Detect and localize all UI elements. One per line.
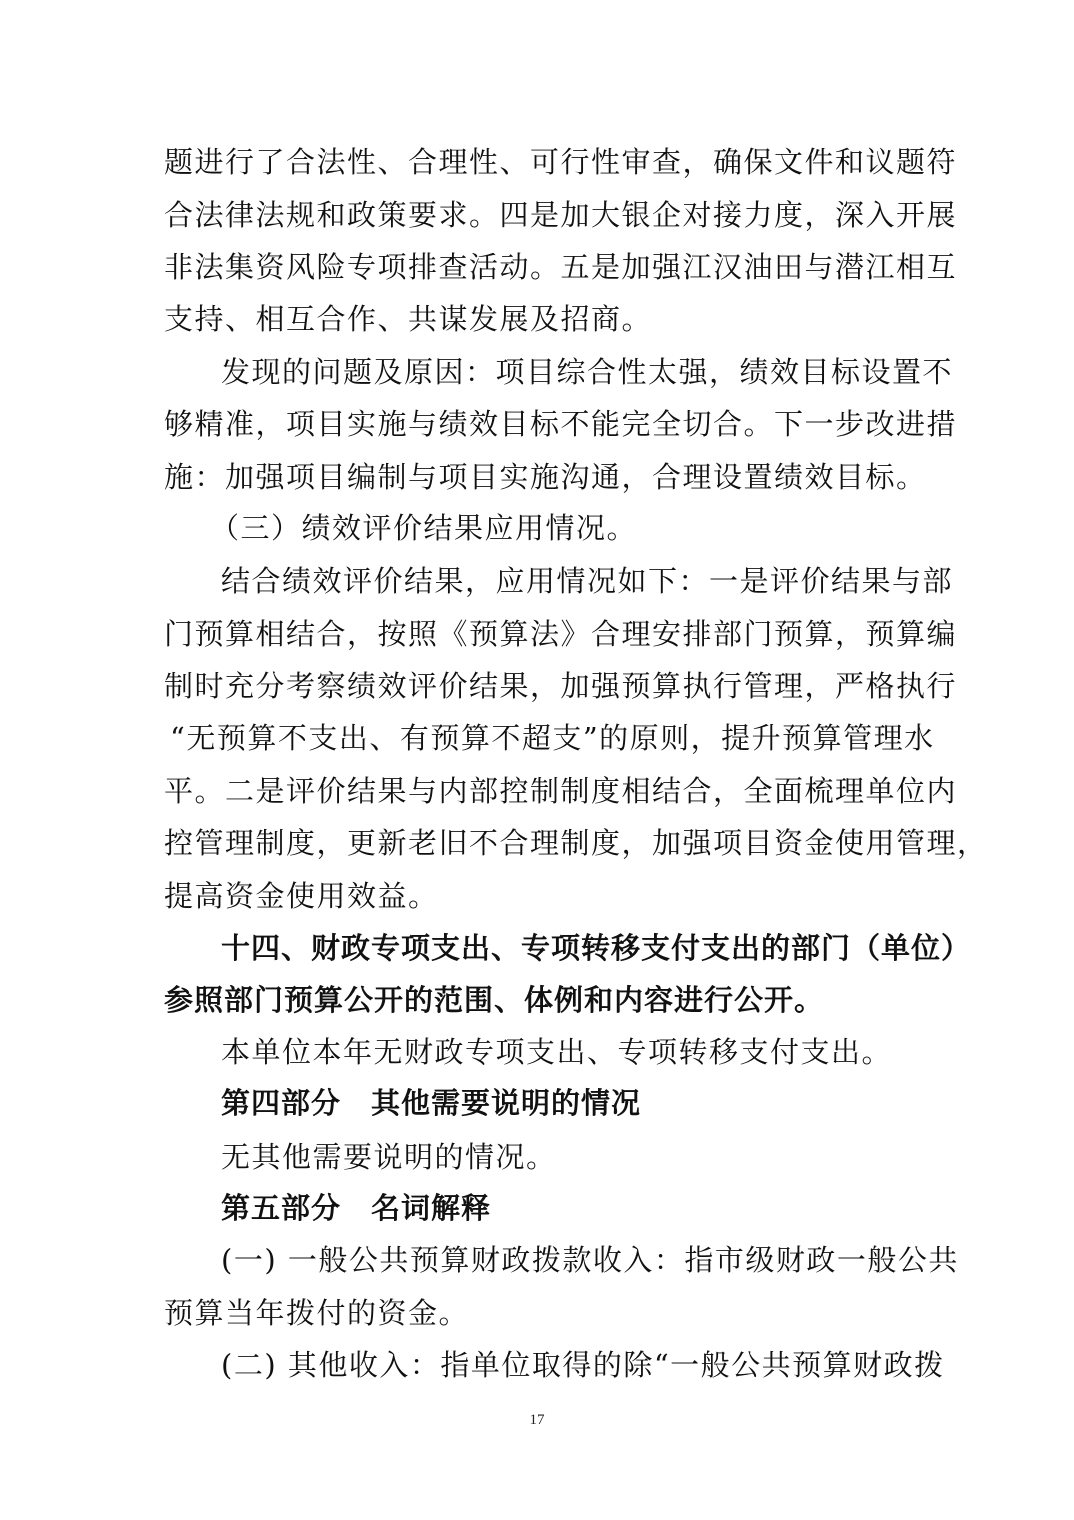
paragraph-line: 平。二是评价结果与内部控制制度相结合，全面梳理单位内	[164, 774, 958, 808]
paragraph-line: 非法集资风险专项排查活动。五是加强江汉油田与潜江相互	[164, 250, 958, 284]
paragraph-line: 题进行了合法性、合理性、可行性审查，确保文件和议题符	[164, 145, 958, 179]
definition-line: (二) 其他收入：指单位取得的除“一般公共预算财政拨	[221, 1348, 945, 1382]
section-heading-bold: 参照部门预算公开的范围、体例和内容进行公开。	[164, 983, 825, 1017]
paragraph-line: 够精准，项目实施与绩效目标不能完全切合。下一步改进措	[164, 407, 958, 441]
paragraph-line: 合法律法规和政策要求。四是加大银企对接力度，深入开展	[164, 198, 958, 232]
paragraph-line: 施：加强项目编制与项目实施沟通，合理设置绩效目标。	[164, 460, 927, 494]
paragraph-line: 提高资金使用效益。	[164, 879, 439, 913]
part-heading: 第五部分 名词解释	[221, 1191, 492, 1225]
paragraph-line: 支持、相互合作、共谋发展及招商。	[164, 302, 653, 336]
definition-line: 预算当年拨付的资金。	[164, 1296, 470, 1330]
section-heading-bold: 十四、财政专项支出、专项转移支付支出的部门（单位）	[221, 931, 972, 965]
paragraph-line: “无预算不支出、有预算不超支”的原则，提升预算管理水	[170, 721, 935, 755]
paragraph-line: 发现的问题及原因：项目综合性太强，绩效目标设置不	[221, 355, 954, 389]
page-number: 17	[529, 1412, 545, 1428]
paragraph-line: 制时充分考察绩效评价结果，加强预算执行管理，严格执行	[164, 669, 958, 703]
definition-line: (一) 一般公共预算财政拨款收入：指市级财政一般公共	[221, 1243, 959, 1277]
paragraph-line: 门预算相结合，按照《预算法》合理安排部门预算，预算编	[164, 617, 958, 651]
paragraph-line: 结合绩效评价结果，应用情况如下：一是评价结果与部	[221, 564, 954, 598]
paragraph-line: 无其他需要说明的情况。	[221, 1140, 557, 1174]
section-heading: （三）绩效评价结果应用情况。	[210, 511, 638, 545]
paragraph-line: 控管理制度，更新老旧不合理制度，加强项目资金使用管理，	[164, 826, 988, 860]
paragraph-line: 本单位本年无财政专项支出、专项转移支付支出。	[221, 1035, 893, 1069]
part-heading: 第四部分 其他需要说明的情况	[221, 1086, 642, 1120]
